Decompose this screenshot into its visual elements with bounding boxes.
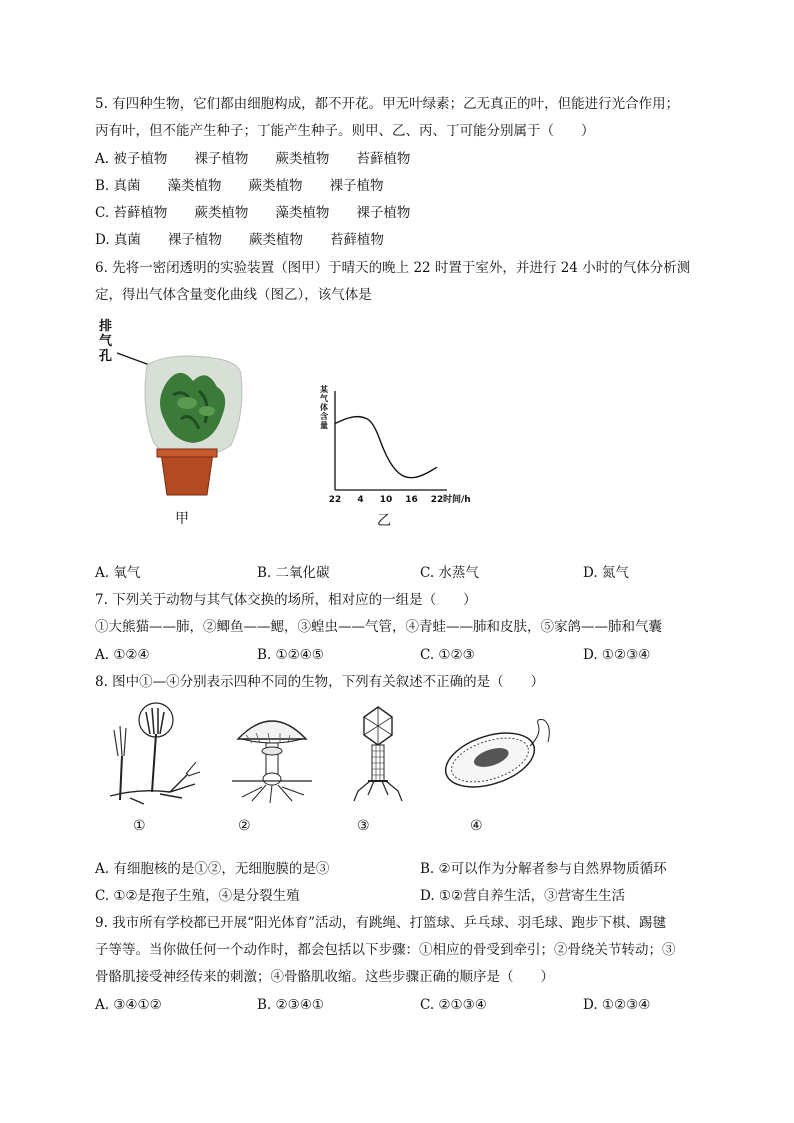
q5-option-b: B. 真菌 藻类植物 蕨类植物 裸子植物 bbox=[95, 178, 384, 194]
chart-x-axis-label: 时间/h bbox=[443, 495, 471, 505]
q8-option-b: B. ②可以作为分解者参与自然界物质循环 bbox=[420, 861, 667, 877]
q6-option-c: C. 水蒸气 bbox=[420, 565, 479, 581]
organism-bacterium bbox=[438, 718, 558, 798]
organism-label-1: ① bbox=[133, 818, 146, 834]
q9-option-a: A. ③④①② bbox=[95, 997, 162, 1013]
mold-illustration bbox=[100, 700, 205, 805]
chart-x-tick-label: 16 bbox=[405, 495, 418, 505]
q6-option-d: D. 氮气 bbox=[583, 565, 629, 581]
q5-option-d: D. 真菌 裸子植物 蕨类植物 苔藓植物 bbox=[95, 232, 384, 248]
q9-option-d: D. ①②③④ bbox=[583, 997, 651, 1013]
figure-jia bbox=[95, 315, 255, 525]
chart-x-tick-label: 4 bbox=[357, 495, 364, 505]
q7-stem-line1: 7. 下列关于动物与其气体交换的场所，相对应的一组是（ ） bbox=[95, 592, 477, 608]
q5-stem-line2: 丙有叶，但不能产生种子；丁能产生种子。则甲、乙、丙、丁可能分别属于（ ） bbox=[95, 123, 595, 139]
q8-stem-line1: 8. 图中①—④分别表示四种不同的生物，下列有关叙述不正确的是（ ） bbox=[95, 674, 545, 690]
q9-stem-line3: 骨骼肌接受神经传来的刺激；④骨骼肌收缩。这些步骤正确的顺序是（ ） bbox=[95, 969, 554, 985]
q6-option-a: A. 氧气 bbox=[95, 565, 141, 581]
organism-mushroom bbox=[232, 705, 312, 805]
chart-ylabel: 某 气 体 含 量 bbox=[320, 385, 328, 430]
q5-option-c: C. 苔藓植物 蕨类植物 藻类植物 裸子植物 bbox=[95, 205, 411, 221]
q6-option-b: B. 二氧化碳 bbox=[257, 565, 330, 581]
q8-option-d: D. ①②营自养生活，③营寄生生活 bbox=[420, 888, 626, 904]
q9-stem-line1: 9. 我市所有学校都已开展“阳光体育”活动，有跳绳、打篮球、乒乓球、羽毛球、跑步下棋、踢毽 bbox=[95, 915, 666, 931]
figure-jia-caption: 甲 bbox=[175, 511, 189, 527]
chart-series-line bbox=[335, 417, 437, 478]
chart-x-tick-label: 22 bbox=[328, 495, 342, 505]
q8-option-a: A. 有细胞核的是①②，无细胞膜的是③ bbox=[95, 861, 330, 877]
bacterium-illustration bbox=[438, 718, 558, 798]
q8-option-c: C. ①②是孢子生殖，④是分裂生殖 bbox=[95, 888, 300, 904]
phage-illustration bbox=[348, 705, 408, 805]
mushroom-illustration bbox=[232, 705, 312, 805]
q7-stem-line2: ①大熊猫——肺，②鲫鱼——鳃，③蝗虫——气管，④青蛙——肺和皮肤，⑤家鸽——肺和气囊 bbox=[95, 619, 662, 635]
q7-option-a: A. ①②④ bbox=[95, 647, 150, 663]
q7-option-d: D. ①②③④ bbox=[583, 647, 651, 663]
vent-label: 排 气 孔 bbox=[99, 319, 113, 364]
organism-label-2: ② bbox=[238, 818, 251, 834]
figure-yi-caption: 乙 bbox=[377, 513, 391, 529]
q7-option-c: C. ①②③ bbox=[420, 647, 475, 663]
q5-option-a: A. 被子植物 裸子植物 蕨类植物 苔藓植物 bbox=[95, 151, 411, 167]
q6-stem-line1: 6. 先将一密闭透明的实验装置（图甲）于晴天的晚上 22 时置于室外，并进行 24 小时的气体分析测 bbox=[95, 260, 691, 276]
organism-label-3: ③ bbox=[357, 818, 370, 834]
q6-stem-line2: 定，得出气体含量变化曲线（图乙），该气体是 bbox=[95, 287, 372, 303]
q9-option-b: B. ②③④① bbox=[257, 997, 324, 1013]
chart-x-tick-label: 10 bbox=[379, 495, 393, 505]
organism-label-4: ④ bbox=[470, 818, 483, 834]
gas-content-chart bbox=[315, 380, 475, 505]
chart-x-tick-label: 22 bbox=[430, 495, 444, 505]
organism-mold bbox=[100, 700, 205, 805]
plant-bag-illustration bbox=[95, 315, 255, 500]
figure-yi bbox=[315, 380, 475, 528]
q9-option-c: C. ②①③④ bbox=[420, 997, 487, 1013]
q5-stem-line1: 5. 有四种生物，它们都由细胞构成，都不开花。甲无叶绿素；乙无真正的叶，但能进行光合作用； bbox=[95, 96, 680, 112]
organism-phage bbox=[348, 705, 408, 805]
q9-stem-line2: 子等等。当你做任何一个动作时，都会包括以下步骤：①相应的骨受到牵引；②骨绕关节转动；③ bbox=[95, 942, 676, 958]
q7-option-b: B. ①②④⑤ bbox=[257, 647, 324, 663]
